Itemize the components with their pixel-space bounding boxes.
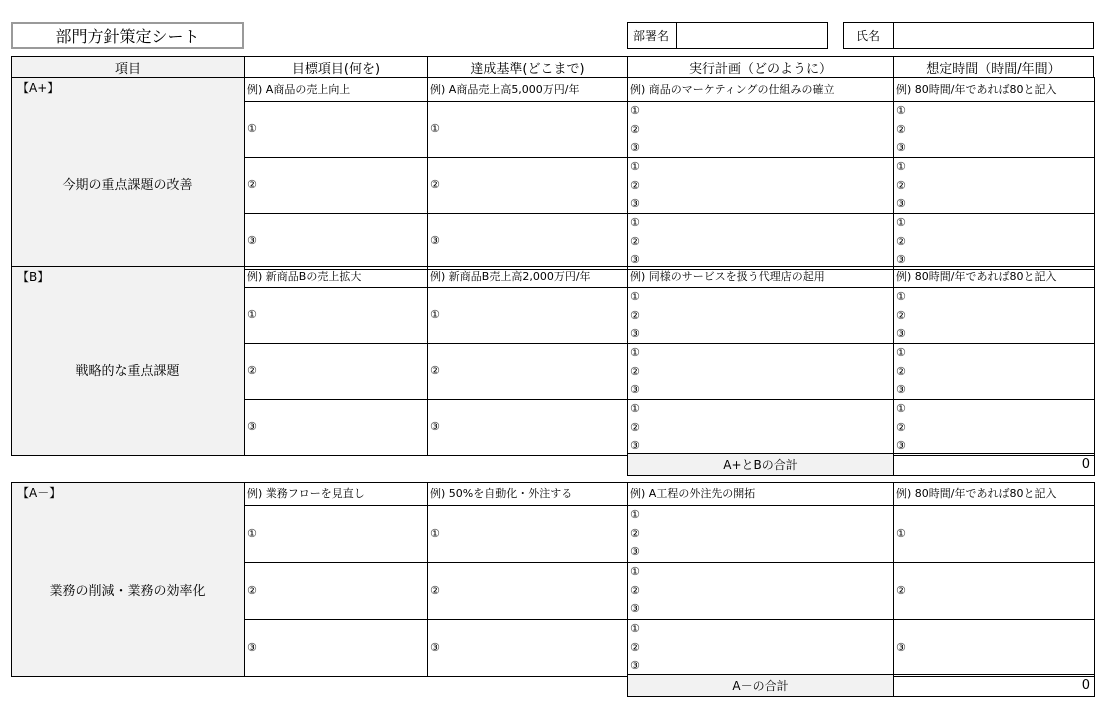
row-marker: ① bbox=[896, 160, 906, 173]
row-marker: ③ bbox=[630, 253, 640, 266]
column-header-time: 想定時間（時間/年間） bbox=[893, 56, 1094, 78]
row-marker: ③ bbox=[896, 383, 906, 396]
section-name: 戦略的な重点課題 bbox=[75, 364, 180, 379]
row-marker: ① bbox=[630, 508, 640, 521]
entry-cell[interactable] bbox=[627, 343, 894, 400]
row-marker: ③ bbox=[896, 197, 906, 210]
column-header-item: 項目 bbox=[11, 56, 245, 78]
example-text-criteria: 例) 50%を自動化・外注する bbox=[430, 487, 573, 500]
entry-cell[interactable] bbox=[627, 562, 894, 620]
entry-cell[interactable] bbox=[244, 157, 428, 214]
section-name: 業務の削減・業務の効率化 bbox=[49, 583, 206, 599]
row-marker: ③ bbox=[630, 659, 640, 672]
row-marker: ② bbox=[630, 122, 640, 136]
row-marker: ③ bbox=[430, 234, 440, 247]
row-marker: ① bbox=[630, 622, 640, 635]
column-header-goal: 目標項目(何を) bbox=[244, 56, 428, 78]
row-marker: ① bbox=[630, 565, 640, 578]
row-marker: ③ bbox=[896, 141, 906, 154]
section-name: 今期の重点課題の改善 bbox=[62, 178, 193, 193]
example-text-plan: 例) 同様のサービスを扱う代理店の起用 bbox=[630, 270, 825, 283]
total-value: 0 bbox=[893, 674, 1095, 697]
row-marker: ① bbox=[430, 527, 440, 540]
row-marker: ① bbox=[247, 122, 257, 135]
entry-cell[interactable] bbox=[893, 619, 1095, 677]
row-marker: ① bbox=[430, 308, 440, 321]
row-marker: ① bbox=[896, 346, 906, 359]
row-marker: ③ bbox=[247, 234, 257, 247]
entry-cell[interactable] bbox=[627, 505, 894, 563]
row-marker: ② bbox=[630, 526, 640, 540]
entry-cell[interactable] bbox=[893, 562, 1095, 620]
example-text-goal: 例) 業務フローを見直し bbox=[247, 487, 365, 500]
entry-cell[interactable] bbox=[427, 287, 628, 344]
row-marker: ② bbox=[430, 584, 440, 597]
row-marker: ② bbox=[247, 364, 257, 377]
name-label: 氏名 bbox=[843, 22, 894, 49]
row-marker: ③ bbox=[247, 641, 257, 654]
entry-cell[interactable] bbox=[244, 213, 428, 270]
example-text-goal: 例) 新商品Bの売上拡大 bbox=[247, 270, 362, 283]
entry-cell[interactable] bbox=[427, 213, 628, 270]
row-marker: ③ bbox=[630, 141, 640, 154]
entry-cell[interactable] bbox=[893, 157, 1095, 214]
entry-cell[interactable] bbox=[427, 399, 628, 456]
row-marker: ② bbox=[630, 583, 640, 597]
row-marker: ① bbox=[896, 104, 906, 117]
row-marker: ③ bbox=[630, 602, 640, 615]
row-marker: ③ bbox=[896, 439, 906, 452]
row-marker: ① bbox=[630, 346, 640, 359]
example-text-time: 例) 80時間/年であれば80と記入 bbox=[896, 83, 1057, 96]
entry-cell[interactable] bbox=[627, 287, 894, 344]
column-header-criteria: 達成基準(どこまで) bbox=[427, 56, 628, 78]
section-tag: 【A+】 bbox=[17, 81, 60, 95]
row-marker: ② bbox=[630, 640, 640, 654]
row-marker: ① bbox=[430, 122, 440, 135]
entry-cell[interactable] bbox=[244, 619, 428, 677]
row-marker: ③ bbox=[430, 420, 440, 433]
entry-cell[interactable] bbox=[244, 343, 428, 400]
section-tag: 【B】 bbox=[17, 270, 50, 284]
row-marker: ① bbox=[247, 527, 257, 540]
row-marker: ② bbox=[430, 178, 440, 191]
row-marker: ③ bbox=[630, 383, 640, 396]
row-marker: ② bbox=[896, 420, 906, 434]
total-value: 0 bbox=[893, 453, 1095, 476]
name-field[interactable] bbox=[893, 22, 1094, 49]
row-marker: ② bbox=[630, 234, 640, 248]
entry-cell[interactable] bbox=[427, 562, 628, 620]
row-marker: ② bbox=[896, 308, 906, 322]
total-label: A－の合計 bbox=[627, 674, 894, 697]
entry-cell[interactable] bbox=[244, 101, 428, 158]
entry-cell[interactable] bbox=[627, 157, 894, 214]
section-item-cell bbox=[11, 266, 245, 456]
row-marker: ③ bbox=[630, 545, 640, 558]
row-marker: ① bbox=[630, 402, 640, 415]
row-marker: ③ bbox=[630, 197, 640, 210]
entry-cell[interactable] bbox=[427, 619, 628, 677]
department-field[interactable] bbox=[676, 22, 828, 49]
row-marker: ② bbox=[630, 420, 640, 434]
row-marker: ① bbox=[630, 104, 640, 117]
row-marker: ① bbox=[630, 160, 640, 173]
sheet-title: 部門方針策定シート bbox=[11, 22, 244, 49]
row-marker: ② bbox=[896, 364, 906, 378]
row-marker: ② bbox=[896, 178, 906, 192]
example-text-plan: 例) 商品のマーケティングの仕組みの確立 bbox=[630, 83, 835, 96]
row-marker: ② bbox=[247, 178, 257, 191]
section-item-cell bbox=[11, 482, 245, 677]
entry-cell[interactable] bbox=[244, 399, 428, 456]
row-marker: ③ bbox=[896, 641, 906, 654]
row-marker: ① bbox=[630, 290, 640, 303]
entry-cell[interactable] bbox=[893, 505, 1095, 563]
entry-cell[interactable] bbox=[627, 619, 894, 677]
example-text-criteria: 例) 新商品B売上高2,000万円/年 bbox=[430, 270, 591, 283]
total-label: A+とBの合計 bbox=[627, 453, 894, 476]
example-text-time: 例) 80時間/年であれば80と記入 bbox=[896, 270, 1057, 283]
example-text-goal: 例) A商品の売上向上 bbox=[247, 83, 351, 96]
example-text-plan: 例) A工程の外注先の開拓 bbox=[630, 487, 756, 500]
row-marker: ① bbox=[630, 216, 640, 229]
entry-cell[interactable] bbox=[244, 505, 428, 563]
department-label: 部署名 bbox=[627, 22, 677, 49]
row-marker: ② bbox=[430, 364, 440, 377]
row-marker: ① bbox=[896, 216, 906, 229]
row-marker: ② bbox=[630, 308, 640, 322]
row-marker: ③ bbox=[896, 327, 906, 340]
row-marker: ② bbox=[896, 122, 906, 136]
row-marker: ③ bbox=[430, 641, 440, 654]
section-item-cell bbox=[11, 77, 245, 270]
entry-cell[interactable] bbox=[427, 343, 628, 400]
entry-cell[interactable] bbox=[627, 101, 894, 158]
row-marker: ② bbox=[247, 584, 257, 597]
entry-cell[interactable] bbox=[893, 399, 1095, 456]
column-header-plan: 実行計画（どのように） bbox=[627, 56, 894, 78]
section-tag: 【A－】 bbox=[17, 486, 62, 500]
entry-cell[interactable] bbox=[244, 287, 428, 344]
entry-cell[interactable] bbox=[627, 399, 894, 456]
row-marker: ① bbox=[247, 308, 257, 321]
row-marker: ③ bbox=[247, 420, 257, 433]
row-marker: ③ bbox=[896, 253, 906, 266]
entry-cell[interactable] bbox=[893, 101, 1095, 158]
row-marker: ② bbox=[630, 364, 640, 378]
entry-cell[interactable] bbox=[893, 287, 1095, 344]
row-marker: ③ bbox=[630, 327, 640, 340]
entry-cell[interactable] bbox=[244, 562, 428, 620]
entry-cell[interactable] bbox=[427, 101, 628, 158]
row-marker: ① bbox=[896, 290, 906, 303]
entry-cell[interactable] bbox=[627, 213, 894, 270]
example-text-criteria: 例) A商品売上高5,000万円/年 bbox=[430, 83, 580, 96]
row-marker: ② bbox=[896, 234, 906, 248]
entry-cell[interactable] bbox=[893, 343, 1095, 400]
row-marker: ① bbox=[896, 527, 906, 540]
example-text-time: 例) 80時間/年であれば80と記入 bbox=[896, 487, 1057, 500]
entry-cell[interactable] bbox=[427, 505, 628, 563]
row-marker: ① bbox=[896, 402, 906, 415]
row-marker: ② bbox=[896, 584, 906, 597]
row-marker: ② bbox=[630, 178, 640, 192]
entry-cell[interactable] bbox=[893, 213, 1095, 270]
row-marker: ③ bbox=[630, 439, 640, 452]
entry-cell[interactable] bbox=[427, 157, 628, 214]
